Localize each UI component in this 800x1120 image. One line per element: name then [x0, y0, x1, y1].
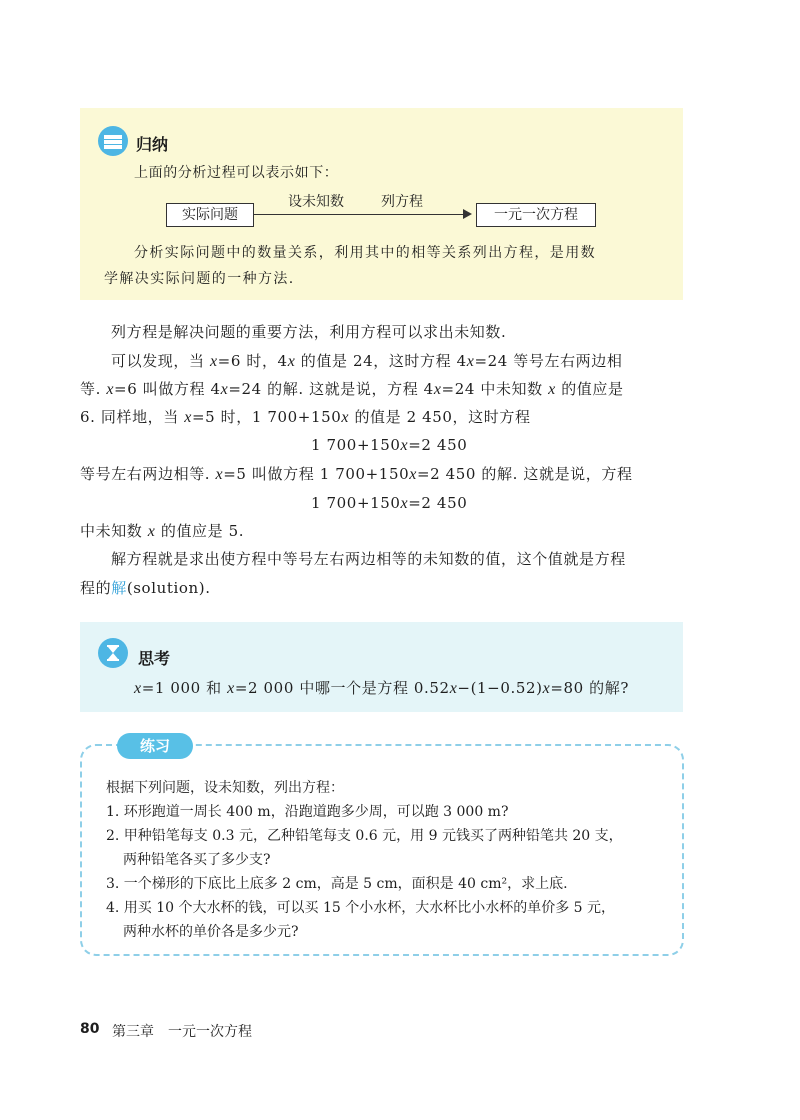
practice-item-2-cont: 两种铅笔各买了多少支?	[123, 852, 271, 868]
summary-line-1: 分析实际问题中的数量关系，利用其中的相等关系列出方程，是用数	[134, 245, 596, 261]
paragraph-2-line-2: 等. x=6 叫做方程 4x=24 的解. 这就是说，方程 4x=24 中未知数 x 的值应是	[80, 380, 624, 398]
practice-box	[80, 744, 684, 956]
paragraph-2-line-5: 中未知数 x 的值应是 5.	[80, 522, 245, 540]
flow-end-box: 一元一次方程	[476, 203, 596, 227]
flow-arrow-head	[463, 209, 472, 219]
practice-item-4: 4. 用买 10 个大水杯的钱，可以买 15 个小水杯，大水杯比小水杯的单价多 5 元，	[106, 900, 616, 916]
paragraph-1: 列方程是解决问题的重要方法，利用方程可以求出未知数.	[111, 323, 507, 341]
summary-title: 归纳	[136, 135, 169, 154]
flow-step2-label: 列方程	[381, 194, 423, 210]
think-question: x=1 000 和 x=2 000 中哪一个是方程 0.52x−(1−0.52)x=80 的解?	[134, 679, 629, 697]
flow-start-box: 实际问题	[166, 203, 254, 227]
summary-box	[80, 108, 683, 300]
paragraph-2-line-4: 等号左右两边相等. x=5 叫做方程 1 700+150x=2 450 的解. 这就是说，方程	[80, 465, 633, 483]
paragraph-3-line-1: 解方程就是求出使方程中等号左右两边相等的未知数的值，这个值就是方程	[111, 550, 626, 568]
flow-arrow-line	[254, 214, 464, 215]
practice-item-2: 2. 甲种铅笔每支 0.3 元，乙种铅笔每支 0.6 元，用 9 元钱买了两种铅笔共 20 支，	[106, 828, 623, 844]
paragraph-2-line-1: 可以发现，当 x=6 时，4x 的值是 24，这时方程 4x=24 等号左右两边相	[111, 352, 623, 370]
page-number: 80	[80, 1021, 100, 1037]
practice-item-4-cont: 两种水杯的单价各是多少元?	[123, 924, 299, 940]
hourglass-icon	[98, 638, 128, 668]
summary-line-2: 学解决实际问题的一种方法.	[104, 271, 295, 287]
chapter-title: 第三章 一元一次方程	[112, 1024, 252, 1040]
practice-intro: 根据下列问题，设未知数，列出方程：	[106, 780, 344, 796]
paragraph-2-line-3: 6. 同样地，当 x=5 时，1 700+150x 的值是 2 450，这时方程	[80, 408, 531, 426]
term-solution: 解	[111, 579, 127, 597]
paragraph-3-line-2: 程的解(solution).	[80, 579, 211, 597]
equation-1: 1 700+150x=2 450	[311, 436, 468, 454]
equation-2: 1 700+150x=2 450	[311, 494, 468, 512]
flow-step1-label: 设未知数	[288, 194, 344, 210]
practice-item-3: 3. 一个梯形的下底比上底多 2 cm，高是 5 cm，面积是 40 cm²，求上底.	[106, 876, 568, 892]
think-box	[80, 622, 683, 712]
practice-item-1: 1. 环形跑道一周长 400 m，沿跑道跑多少周，可以跑 3 000 m?	[106, 804, 509, 820]
book-icon	[98, 126, 128, 156]
think-title: 思考	[138, 649, 171, 668]
summary-intro: 上面的分析过程可以表示如下：	[134, 165, 339, 181]
practice-tab: 练习	[117, 733, 193, 759]
